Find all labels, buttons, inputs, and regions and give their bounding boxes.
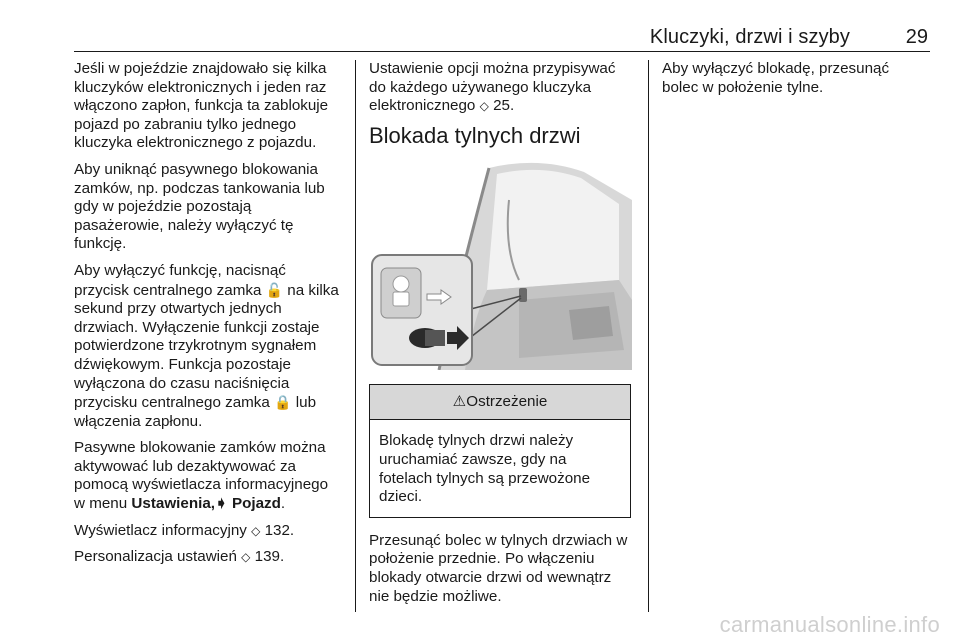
column-divider-1: [355, 60, 356, 612]
cross-ref-text: Wyświetlacz informacyjny: [74, 521, 247, 539]
door-illustration-svg: [369, 160, 632, 370]
warning-title: Ostrzeżenie: [466, 392, 548, 410]
chapter-title: Kluczyki, drzwi i szyby: [649, 26, 850, 48]
menu-separator-icon: ,➧: [210, 495, 228, 513]
column-1: [74, 60, 342, 575]
warning-box: [369, 384, 631, 518]
paragraph: [74, 522, 342, 541]
cross-ref-page[interactable]: 139.: [254, 548, 285, 566]
lock-open-icon: 🔓: [265, 281, 284, 298]
column-2: [369, 60, 634, 614]
warning-icon: ⚠: [452, 392, 467, 410]
header-rule: [74, 51, 930, 52]
paragraph: [369, 60, 634, 116]
cross-ref-arrow-icon: ◇: [251, 523, 261, 538]
warning-body: Blokadę tylnych drzwi należy uruchamiać zawsze, gdy na fotelach tylnych są przewożone dzieci.: [379, 432, 591, 506]
text: .: [280, 495, 286, 513]
lock-closed-icon: 🔒: [274, 394, 292, 411]
text: Pasywne blokowanie zamków można aktywować lub dezaktywować za pomocą wyświetlacza informacyjnego w menu: [74, 439, 329, 513]
paragraph: [74, 262, 342, 431]
watermark: carmanualsonline.info: [719, 612, 940, 637]
cross-ref-arrow-icon: ◇: [479, 99, 489, 114]
menu-item-label: Pojazd: [231, 495, 281, 513]
text: lub włączenia zapłonu.: [74, 394, 317, 430]
menu-item-label: Ustawienia: [131, 495, 211, 513]
paragraph: Aby wyłączyć blokadę, przesunąć bolec w położenie tylne.: [662, 60, 890, 96]
column-3: [662, 60, 924, 105]
column-divider-2: [648, 60, 649, 612]
paragraph: Przesunąć bolec w tylnych drzwiach w położenie przednie. Po włączeniu blokady otwarcie drzwi od wewnątrz nie będzie możliwe.: [369, 531, 628, 605]
section-heading: Blokada tylnych drzwi: [369, 122, 581, 148]
paragraph: Aby uniknąć pasywnego blokowania zamków, np. podczas tankowania lub gdy w pojeździe pozostają pasażerowie, należy wyłączyć tę funkcję.: [74, 160, 325, 253]
page-number: 29: [905, 26, 928, 48]
cross-ref-page[interactable]: 25.: [493, 97, 515, 115]
text: na kilka sekund przy otwartych jednych drzwiach. Wyłączenie funkcji zostaje potwierdzone trzykrotnym sygnałem dźwiękowym. Funkcja pozostaje wyłączona do czasu naciśnięcia przycisku centralnego zamka: [74, 281, 339, 412]
paragraph: [74, 548, 342, 567]
warning-header: [370, 385, 630, 421]
text: Ustawienie opcji można przypisywać do każdego używanego kluczyka elektronicznego: [369, 60, 616, 115]
paragraph: Jeśli w pojeździe znajdowało się kilka kluczyków elektronicznych i jeden raz włączono zapłon, funkcja ta zablokuje pojazd po zabraniu tylko jednego kluczyka elektronicznego z pojazdu.: [74, 60, 329, 152]
cross-ref-page[interactable]: 132.: [264, 521, 295, 539]
cross-ref-arrow-icon: ◇: [241, 550, 251, 565]
child-lock-illustration: [369, 160, 632, 370]
cross-ref-text: Personalizacja ustawień: [74, 548, 237, 566]
text: Aby wyłączyć funkcję, nacisnąć przycisk centralnego zamka: [74, 261, 286, 299]
paragraph: [74, 439, 342, 513]
